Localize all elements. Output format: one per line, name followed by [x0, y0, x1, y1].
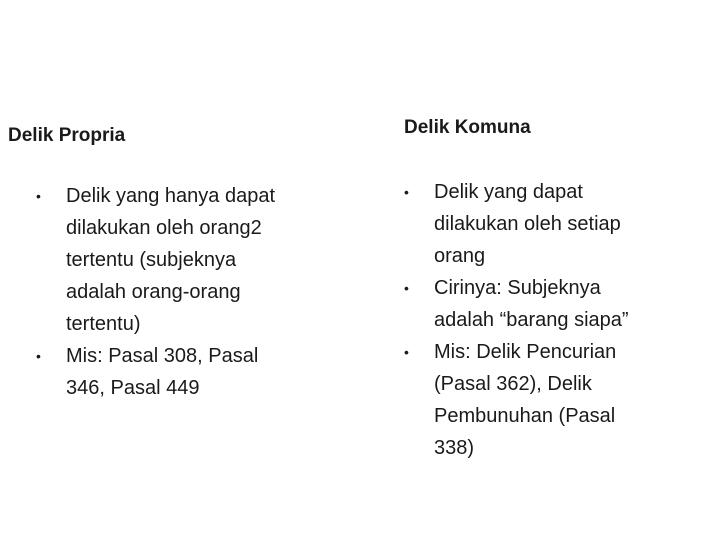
bullet-icon: •	[404, 280, 409, 296]
delik-komuna-column	[404, 116, 704, 464]
list-item-text: Cirinya: Subjeknya adalah “barang siapa”	[434, 277, 629, 331]
list-item	[404, 272, 704, 336]
list-item-text: Mis: Delik Pencurian (Pasal 362), Delik Pembunuhan (Pasal 338)	[434, 341, 617, 459]
bullet-icon: •	[404, 344, 409, 360]
list-item-text: Delik yang hanya dapat dilakukan oleh orang2 tertentu (subjeknya adalah orang-orang tertentu)	[66, 185, 276, 335]
list-item	[36, 180, 308, 340]
list-item	[404, 336, 704, 464]
delik-propria-column	[8, 124, 308, 404]
delik-propria-list	[8, 180, 308, 404]
bullet-icon: •	[36, 348, 41, 364]
delik-komuna-list	[404, 176, 704, 464]
list-item	[36, 340, 308, 404]
list-item	[404, 176, 704, 272]
bullet-icon: •	[404, 184, 409, 200]
list-item-text: Delik yang dapat dilakukan oleh setiap orang	[434, 181, 621, 267]
delik-propria-heading: Delik Propria	[8, 125, 126, 146]
bullet-icon: •	[36, 188, 41, 204]
list-item-text: Mis: Pasal 308, Pasal 346, Pasal 449	[66, 345, 259, 399]
delik-komuna-heading: Delik Komuna	[404, 117, 531, 138]
